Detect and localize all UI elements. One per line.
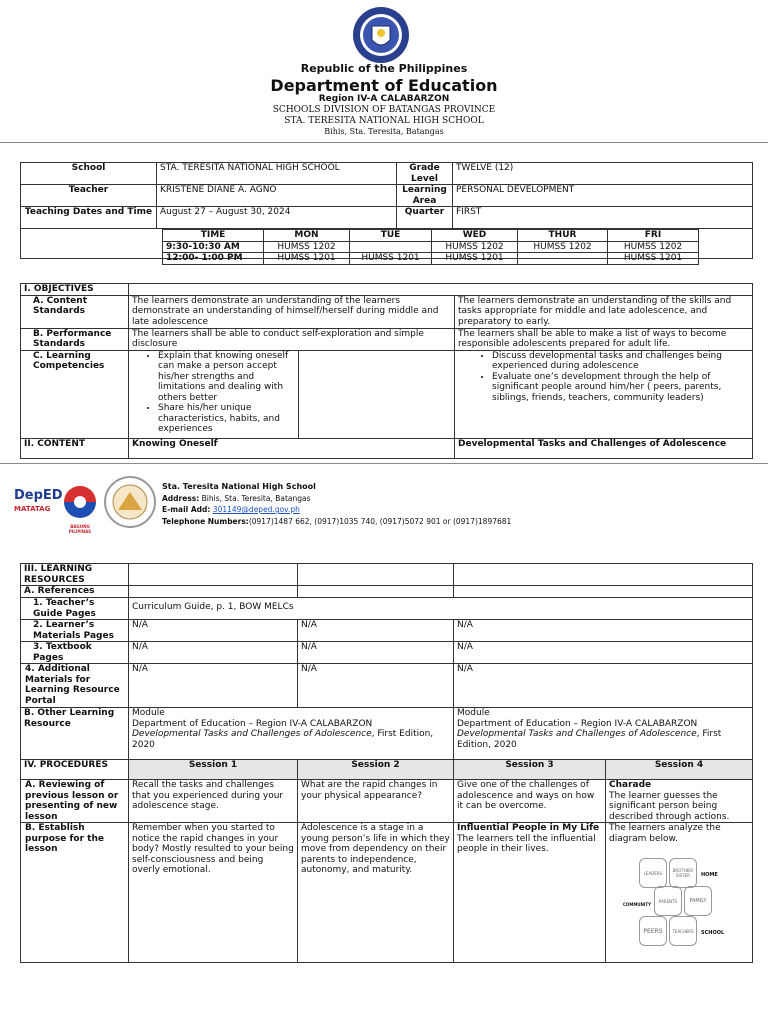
dates-label: Teaching Dates and Time — [21, 207, 157, 229]
resources-blank-1 — [129, 564, 298, 586]
school-address: Bihis, Sta. Teresita, Batangas — [324, 127, 444, 136]
schedule-table — [162, 229, 699, 265]
footer-email-line — [162, 505, 300, 514]
school-label: School — [21, 163, 157, 185]
reviewing-session-2: What are the rapid changes in your physical appearance? — [298, 780, 454, 823]
label-school: SCHOOL — [701, 930, 725, 936]
references-label: A. References — [21, 586, 129, 598]
references-blank-3 — [454, 586, 753, 598]
school-title: STA. TERESITA NATIONAL HIGH SCHOOL — [284, 116, 484, 126]
other-resource-1 — [129, 708, 454, 760]
add-value-3: N/A — [454, 664, 753, 708]
matatag-text: MATATAG — [14, 505, 51, 513]
performance-standards-2: The learners shall be able to make a list of ways to become responsible adolescents prepared for adult life. — [455, 328, 753, 350]
footer-address: Bihis, Sta. Teresita, Batangas — [201, 494, 311, 503]
area-value: PERSONAL DEVELOPMENT — [453, 185, 753, 207]
lm-value-1: N/A — [129, 620, 298, 642]
other-1-edition: , First Edition, 2020 — [132, 729, 434, 750]
deped-logo-text: DepED — [14, 488, 63, 503]
bagong-pilipinas-text: BAGONG PILIPINAS — [68, 524, 92, 534]
schedule-header-1: MON — [264, 230, 350, 242]
references-blank-1 — [129, 586, 298, 598]
purpose-session-4 — [606, 823, 753, 963]
department-title: Department of Education — [270, 76, 498, 95]
footer-address-line — [162, 494, 311, 503]
charade-text: The learner guesses the significant person being described through actions. — [609, 790, 730, 822]
influence-diagram — [609, 844, 749, 954]
hex-peers: PEERS — [639, 916, 667, 946]
other-1-citation — [132, 729, 450, 750]
other-2-title: Developmental Tasks and Challenges of Adolescence — [457, 729, 697, 739]
tb-value-1: N/A — [129, 642, 298, 664]
schedule-header-3: WED — [432, 230, 518, 242]
content-topic-2: Developmental Tasks and Challenges of Adolescence — [455, 438, 753, 458]
influential-text: The learners tell the influential people in their lives. — [457, 833, 596, 854]
add-value-1: N/A — [129, 664, 298, 708]
footer-phone-label: Telephone Numbers: — [162, 517, 249, 526]
schedule-cell: HUMSS 1202 — [608, 241, 699, 253]
tb-value-3: N/A — [454, 642, 753, 664]
schedule-cell: HUMSS 1202 — [264, 241, 350, 253]
footer-phone: (0917)1487 662, (0917)1035 740, (0917)5072 901 or (0917)1897681 — [248, 517, 512, 526]
other-2-edition: , First Edition, 2020 — [457, 729, 722, 750]
resources-blank-3 — [454, 564, 753, 586]
footer-phone-line — [162, 517, 511, 526]
competency-item: • Discuss developmental tasks and challenges being experienced during adolescence — [492, 351, 749, 372]
bagong-pilipinas-logo — [60, 484, 100, 534]
tg-label: 1. Teacher’s Guide Pages — [21, 598, 129, 620]
competencies-label: C. Learning Competencies — [21, 350, 129, 438]
performance-standards-label: B. Performance Standards — [21, 328, 129, 350]
seal-icon — [352, 6, 410, 64]
schedule-cell: HUMSS 1201 — [608, 253, 699, 265]
objectives-table — [20, 283, 753, 459]
reviewing-session-4 — [606, 780, 753, 823]
other-resource-2 — [454, 708, 753, 760]
session-2-header: Session 2 — [298, 760, 454, 780]
quarter-label: Quarter — [397, 207, 453, 229]
objectives-title-spacer — [129, 284, 753, 296]
schedule-header-5: FRI — [608, 230, 699, 242]
area-label: Learning Area — [397, 185, 453, 207]
schedule-spacer — [21, 229, 157, 259]
schedule-cell — [350, 241, 432, 253]
influential-title: Influential People in My Life — [457, 823, 600, 833]
content-standards-1: The learners demonstrate an understanding of the learners demonstrate an understanding of himself/herself during middle and late adolescence — [129, 295, 455, 328]
region-title: Region IV-A CALABARZON — [318, 94, 450, 104]
reviewing-label: A. Reviewing of previous lesson or presenting of new lesson — [21, 780, 129, 823]
schedule-header-2: TUE — [350, 230, 432, 242]
schedule-cell: HUMSS 1201 — [264, 253, 350, 265]
other-label: B. Other Learning Resource — [21, 708, 129, 760]
label-home: HOME — [701, 872, 718, 878]
purpose-session-2: Adolescence is a stage in a young person’s life in which they move from dependency on their parents to independence, autonomy, and maturity. — [298, 823, 454, 963]
hex-brothers: BROTHER/ SISTER — [669, 858, 697, 888]
competencies-1 — [129, 350, 299, 438]
footer-address-label: Address: — [162, 494, 200, 503]
add-value-2: N/A — [298, 664, 454, 708]
bagong-pilipinas-icon — [60, 484, 100, 520]
resources-blank-2 — [298, 564, 454, 586]
hex-parents: PARENTS — [654, 886, 682, 916]
other-1-title: Developmental Tasks and Challenges of Adolescence — [132, 729, 372, 739]
schedule-cell: HUMSS 1201 — [350, 253, 432, 265]
schedule-cell — [518, 253, 608, 265]
deped-logo — [14, 488, 63, 524]
schedule-time: 12:00- 1:00 PM — [163, 253, 264, 265]
add-label: 4. Additional Materials for Learning Resource Portal — [21, 664, 129, 708]
schedule-time: 9:30-10:30 AM — [163, 241, 264, 253]
republic-title: Republic of the Philippines — [300, 62, 468, 75]
competencies-blank — [299, 350, 455, 438]
reviewing-session-3: Give one of the challenges of adolescence and ways on how it can be overcome. — [454, 780, 606, 823]
performance-standards-1: The learners shall be able to conduct self-exploration and simple disclosure — [129, 328, 455, 350]
quarter-value: FIRST — [453, 207, 753, 229]
footer-school: Sta. Teresita National High School — [162, 482, 316, 491]
teacher-label: Teacher — [21, 185, 157, 207]
other-2-org: Department of Education – Region IV-A CALABARZON — [457, 718, 698, 729]
other-1-org: Department of Education – Region IV-A CALABARZON — [132, 718, 373, 729]
purpose-session-3 — [454, 823, 606, 963]
purpose-session-1: Remember when you started to notice the rapid changes in your body? Mostly resulted to your being self-consciousness and being overly emotional. — [129, 823, 298, 963]
lm-value-3: N/A — [454, 620, 753, 642]
schedule-cell: HUMSS 1202 — [518, 241, 608, 253]
session-1-header: Session 1 — [129, 760, 298, 780]
analyze-text: The learners analyze the diagram below. — [609, 823, 721, 844]
schedule-cell: HUMSS 1201 — [432, 253, 518, 265]
division-title: SCHOOLS DIVISION OF BATANGAS PROVINCE — [272, 105, 496, 115]
objectives-title: I. OBJECTIVES — [21, 284, 129, 296]
schedule-cell: HUMSS 1202 — [432, 241, 518, 253]
school-value: STA. TERESITA NATIONAL HIGH SCHOOL — [157, 163, 397, 185]
tg-value: Curriculum Guide, p. 1, BOW MELCs — [129, 598, 753, 620]
content-title: II. CONTENT — [21, 438, 129, 458]
grade-value: TWELVE (12) — [453, 163, 753, 185]
schedule-header-0: TIME — [163, 230, 264, 242]
resources-table — [20, 563, 753, 963]
competency-item: • Evaluate one’s development through the help of significant people around him/her ( peers, parents, siblings, friends, teachers, community leaders) — [492, 372, 749, 404]
competencies-2 — [455, 350, 753, 438]
references-blank-2 — [298, 586, 454, 598]
lm-label: 2. Learner’s Materials Pages — [21, 620, 129, 642]
competency-item: • Explain that knowing oneself can make a person accept his/her strengths and limitations and dealing with others better — [158, 351, 295, 404]
procedures-title: IV. PROCEDURES — [21, 760, 129, 780]
school-seal-icon — [104, 476, 156, 528]
hex-family: FAMILY — [684, 886, 712, 916]
session-4-header: Session 4 — [606, 760, 753, 780]
other-2-citation — [457, 729, 749, 750]
deped-seal — [352, 6, 410, 64]
tb-value-2: N/A — [298, 642, 454, 664]
hex-leaders: LEADERS — [639, 858, 667, 888]
reviewing-session-1: Recall the tasks and challenges that you experienced during your adolescence stage. — [129, 780, 298, 823]
school-seal — [104, 476, 156, 528]
content-standards-2: The learners demonstrate an understanding of the skills and tasks appropriate for middle and late adolescence, and preparatory to early. — [455, 295, 753, 328]
teacher-value: KRISTENE DIANE A. AGNO — [157, 185, 397, 207]
session-3-header: Session 3 — [454, 760, 606, 780]
dates-value: August 27 – August 30, 2024 — [157, 207, 397, 229]
grade-label: Grade Level — [397, 163, 453, 185]
resources-title: III. LEARNING RESOURCES — [21, 564, 129, 586]
schedule-header-4: THUR — [518, 230, 608, 242]
footer-email-link[interactable]: 301149@deped.gov.ph — [212, 505, 300, 514]
footer-divider — [0, 463, 768, 464]
charade-title: Charade — [609, 780, 652, 790]
competency-item: • Share his/her unique characteristics, habits, and experiences — [158, 403, 295, 435]
purpose-label: B. Establish purpose for the lesson — [21, 823, 129, 963]
hex-teachers: TEACHERS — [669, 916, 697, 946]
lm-value-2: N/A — [298, 620, 454, 642]
footer-email-label: E-mail Add: — [162, 505, 211, 514]
content-topic-1: Knowing Oneself — [129, 438, 455, 458]
label-community: COMMUNITY — [623, 902, 652, 907]
other-2-type: Module — [457, 708, 490, 718]
tb-label: 3. Textbook Pages — [21, 642, 129, 664]
other-1-type: Module — [132, 708, 165, 718]
content-standards-label: A. Content Standards — [21, 295, 129, 328]
header-divider — [0, 142, 768, 143]
